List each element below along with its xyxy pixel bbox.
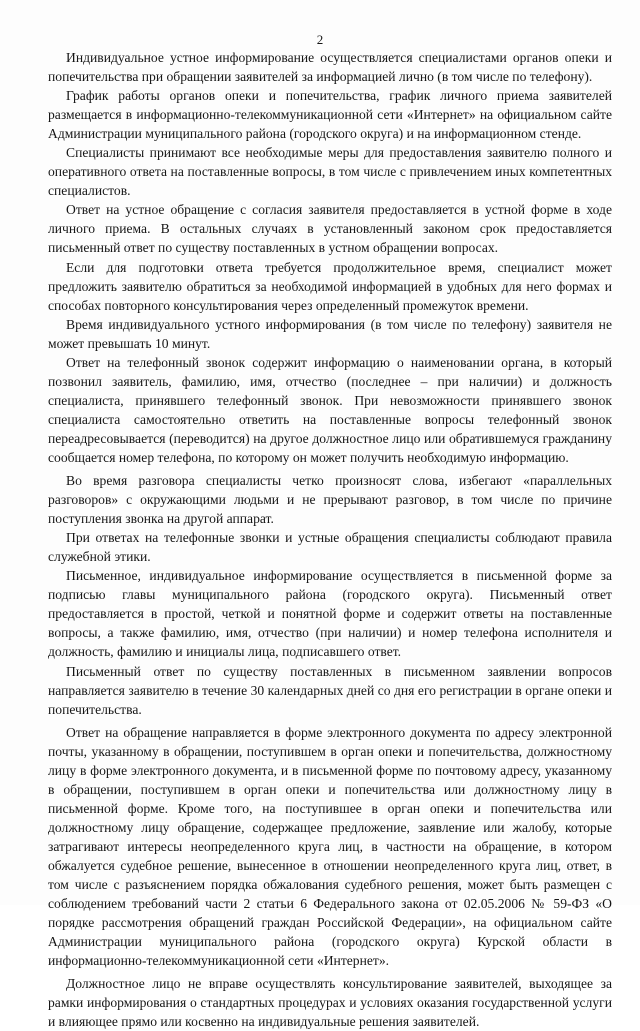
paragraph-written-deadline: Письменный ответ по существу поставленных в письменном заявлении вопросов направляется заявителю в течение 30 календарных дней со дня его регистрации в органе опеки и попечительства. [48, 663, 612, 717]
paragraph-long-preparation: Если для подготовки ответа требуется продолжительное время, специалист может предложить заявителю обратиться за необходимой информацией в удобных для него формах и способах повторного консультирования через определенный промежуток времени. [48, 259, 612, 313]
paragraph-oral-answer: Ответ на устное обращение с согласия заявителя предоставляется в устной форме в ходе личного приема. В остальных случаях в установленный законом срок предоставляется письменный ответ по существу поставленных в устном обращении вопросах. [48, 202, 612, 256]
paragraph-conversation: Во время разговора специалисты четко произносят слова, избегают «параллельных разговоров» с окружающими людьми и не прерывают разговор, в том числе по причине поступления звонка на другой аппарат. [48, 473, 612, 527]
paragraph-time-limit: Время индивидуального устного информирования (в том числе по телефону) заявителя не может превышать 10 минут. [48, 316, 612, 351]
paragraph-phone-answer: Ответ на телефонный звонок содержит информацию о наименовании органа, в который позвонил заявитель, фамилию, имя, отчество (последнее – при наличии) и должность специалиста, принявшего телефонный звонок. При невозможности принявшего звонок специалиста самостоятельно ответить на поставленные вопросы телефонный звонок переадресовывается (переводится) на другое должностное лицо или обратившемуся гражданину сообщается номер телефона, по которому он может получить необходимую информацию. [48, 354, 612, 465]
paragraph-electronic-answer: Ответ на обращение направляется в форме электронного документа по адресу электронной почты, указанному в обращении, поступившем в орган опеки и попечительства, должностному лицу в форме электронного документа, и в письменной форме по почтовому адресу, указанному в обращении, поступившем в орган опеки и попечительства или должностному лицу в письменной форме. Кроме того, на поступившее в орган опеки и попечительства или должностному лицу обращение, содержащее предложение, заявление или жалобу, которые затрагивают интересы неопределенного круга лиц, в частности на обращение, в котором обжалуется судебное решение, вынесенное в отношении неопределенного круга лиц, ответ, в том числе с разъяснением порядка обжалования судебного решения, может быть размещен с соблюдением требований части 2 статьи 6 Федерального закона от 02.05.2006 № 59-ФЗ «О порядке рассмотрения обращений граждан Российской Федерации», на официальном сайте Администрации муниципального района (городского округа) Курской области в информационно-телекоммуникационной сети «Интернет». [48, 724, 612, 969]
document-body [48, 48, 612, 1031]
page-number: 2 [316, 32, 324, 47]
paragraph-work-schedule: График работы органов опеки и попечительства, график личного приема заявителей размещается в информационно-телекоммуникационной сети «Интернет» на официальном сайте Администрации муниципального района (городского округа) и на информационном стенде. [48, 88, 612, 142]
paragraph-consulting-limits: Должностное лицо не вправе осуществлять консультирование заявителей, выходящее за рамки информирования о стандартных процедурах и условиях оказания государственной услуги и влияющее прямо или косвенно на индивидуальные решения заявителей. [48, 976, 612, 1030]
paragraph-written-informing: Письменное, индивидуальное информирование осуществляется в письменной форме за подписью главы муниципального района (городского округа). Письменный ответ предоставляется в простой, четкой и понятной форме и содержит ответы на поставленные вопросы, а также фамилию, имя, отчество (при наличии) и номер телефона исполнителя и должность, фамилию и инициалы лица, подписавшего ответ. [48, 568, 612, 660]
paragraph-service-ethics: При ответах на телефонные звонки и устные обращения специалисты соблюдают правила служебной этики. [48, 530, 612, 565]
paragraph-oral-informing: Индивидуальное устное информирование осуществляется специалистами органов опеки и попечительства при обращении заявителей за информацией лично (в том числе по телефону). [48, 50, 612, 85]
paragraph-specialists-measures: Специалисты принимают все необходимые меры для предоставления заявителю полного и оперативного ответа на поставленные вопросы, в том числе с привлечением иных компетентных специалистов. [48, 145, 612, 199]
